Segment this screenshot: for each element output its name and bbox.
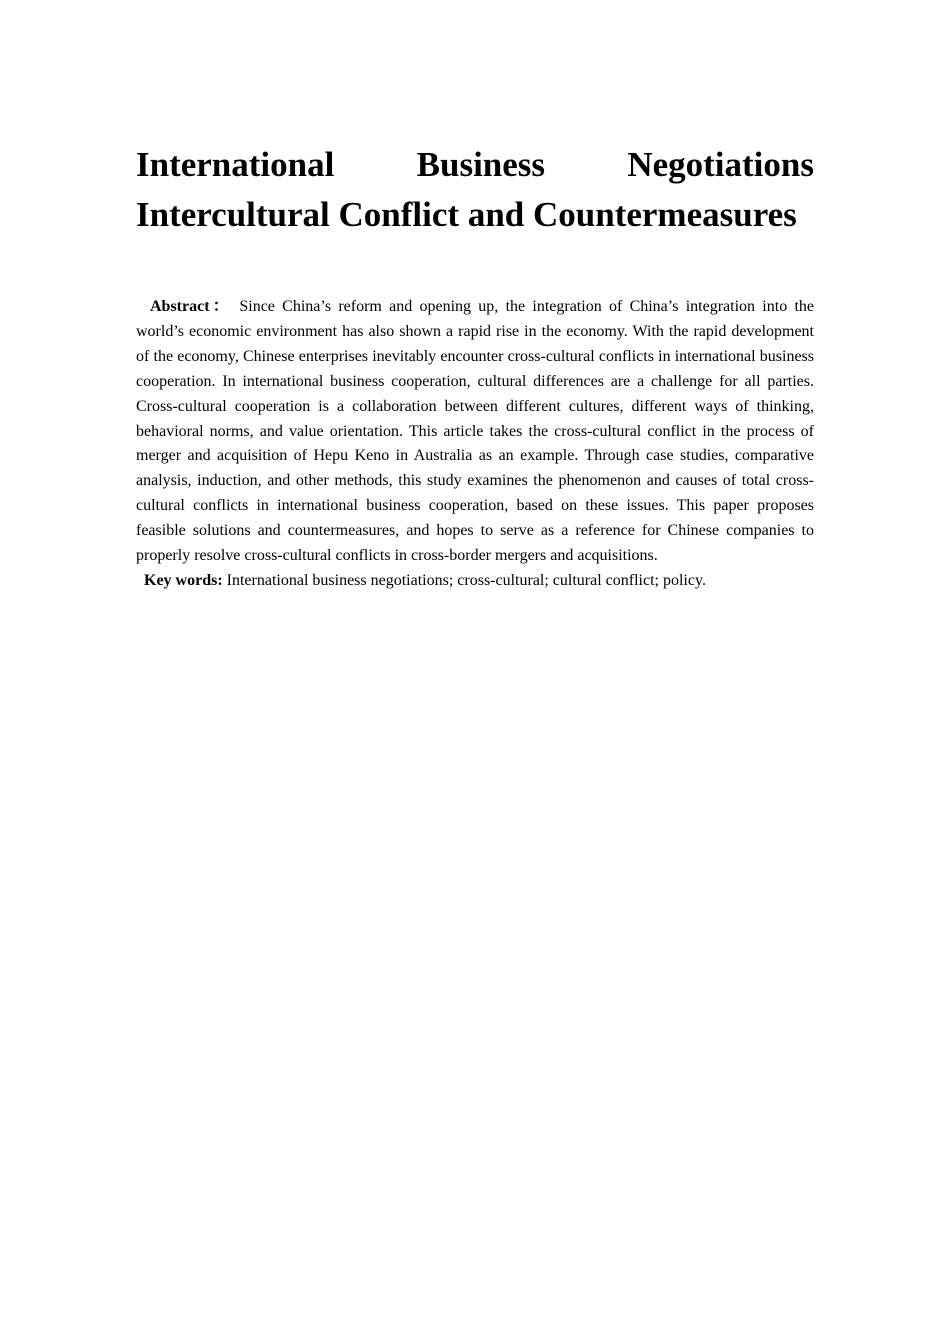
abstract-paragraph bbox=[136, 295, 814, 569]
paper-title-line-1: International Business Negotiations bbox=[136, 145, 814, 184]
paper-title-line-2: Intercultural Conflict and Countermeasures bbox=[136, 195, 797, 234]
document-page bbox=[136, 140, 814, 594]
keywords-paragraph bbox=[136, 569, 814, 594]
keywords-text: International business negotiations; cross-cultural; cultural conflict; policy. bbox=[226, 571, 706, 589]
abstract-label: Abstract： bbox=[150, 298, 233, 315]
keywords-label: Key words: bbox=[144, 571, 223, 589]
abstract-text: Since China’s reform and opening up, the integration of China’s integration into the world’s economic environment has also shown a rapid rise in the economy. With the rapid development of the economy, Chinese enterprises inevitably encounter cross-cultural conflicts in international business cooperation. In international business cooperation, cultural differences are a challenge for all parties. Cross-cultural cooperation is a collaboration between different cultures, different ways of thinking, behavioral norms, and value orientation. This article takes the cross-cultural conflict in the process of merger and acquisition of Hepu Keno in Australia as an example. Through case studies, comparative analysis, induction, and other methods, this study examines the phenomenon and causes of total cross-cultural conflicts in international business cooperation, based on these issues. This paper proposes feasible solutions and countermeasures, and hopes to serve as a reference for Chinese companies to properly resolve cross-cultural conflicts in cross-border mergers and acquisitions. bbox=[136, 298, 815, 565]
paper-title bbox=[136, 140, 814, 240]
